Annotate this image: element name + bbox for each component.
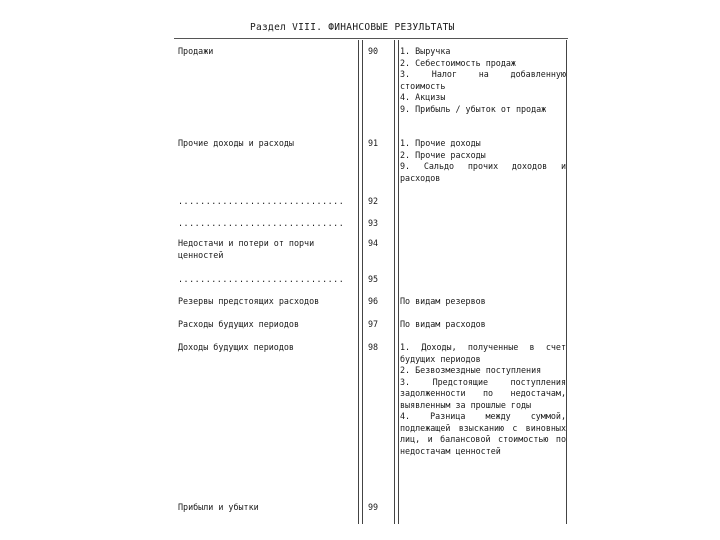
subaccount: 4. Акцизы (400, 92, 446, 102)
subaccounts (400, 138, 566, 184)
subaccount: 2. Себестоимость продаж (400, 57, 516, 68)
subaccount: 2. Прочие расходы (400, 149, 486, 160)
account-code: 98 (368, 342, 379, 352)
subaccounts (400, 319, 566, 331)
account-code: 96 (368, 296, 379, 306)
account-code: 95 (368, 274, 379, 284)
subaccount: 3. Налог на добавленную стоимость (400, 69, 566, 91)
subaccount: 3. Предстоящие поступления задолженности по недостачам, выявленным за прошлые годы (400, 376, 566, 410)
subaccount: 2. Безвозмездные поступления (400, 365, 542, 375)
account-name: .............................. (178, 196, 345, 206)
account-name: Продажи (178, 46, 214, 56)
account-name: Прочие доходы и расходы (178, 138, 294, 148)
account-code: 91 (368, 138, 379, 148)
subaccount: 1. Прочие доходы (400, 138, 481, 148)
subaccount: 4. Разница между суммой, подлежащей взысканию с виновных лиц, и балансовой стоимостью по недостачам ценностей (400, 411, 566, 456)
subaccounts (400, 296, 566, 308)
column-divider (362, 40, 363, 524)
chart-of-accounts-page (172, 16, 568, 524)
subaccount: По видам расходов (400, 319, 486, 329)
account-name: Доходы будущих периодов (178, 342, 294, 352)
account-name: Расходы будущих периодов (178, 319, 300, 329)
subaccount: 9. Сальдо прочих доходов и расходов (400, 161, 566, 183)
subaccount: 9. Прибыль / убыток от продаж (400, 103, 547, 114)
account-code: 90 (368, 46, 379, 56)
account-name: .............................. (178, 218, 345, 228)
account-name: Резервы предстоящих расходов (178, 296, 320, 306)
right-border (566, 40, 567, 524)
column-divider (394, 40, 395, 524)
subaccounts (400, 46, 566, 115)
account-code: 92 (368, 196, 379, 206)
column-divider (358, 40, 359, 524)
account-name: Недостачи и потери от порчи ценностей (178, 238, 315, 260)
subaccount: 1. Выручка (400, 46, 451, 56)
account-name: .............................. (178, 274, 345, 284)
account-code: 97 (368, 319, 379, 329)
account-code: 93 (368, 218, 379, 228)
section-title: Раздел VIII. ФИНАНСОВЫЕ РЕЗУЛЬТАТЫ (250, 22, 455, 33)
subaccounts (400, 342, 566, 457)
column-divider (398, 40, 399, 524)
subaccount: По видам резервов (400, 296, 486, 306)
account-name: Прибыли и убытки (178, 502, 259, 512)
account-code: 94 (368, 238, 379, 248)
subaccount: 1. Доходы, полученные в счет будущих периодов (400, 342, 566, 364)
top-rule (174, 38, 568, 39)
account-code: 99 (368, 502, 379, 512)
